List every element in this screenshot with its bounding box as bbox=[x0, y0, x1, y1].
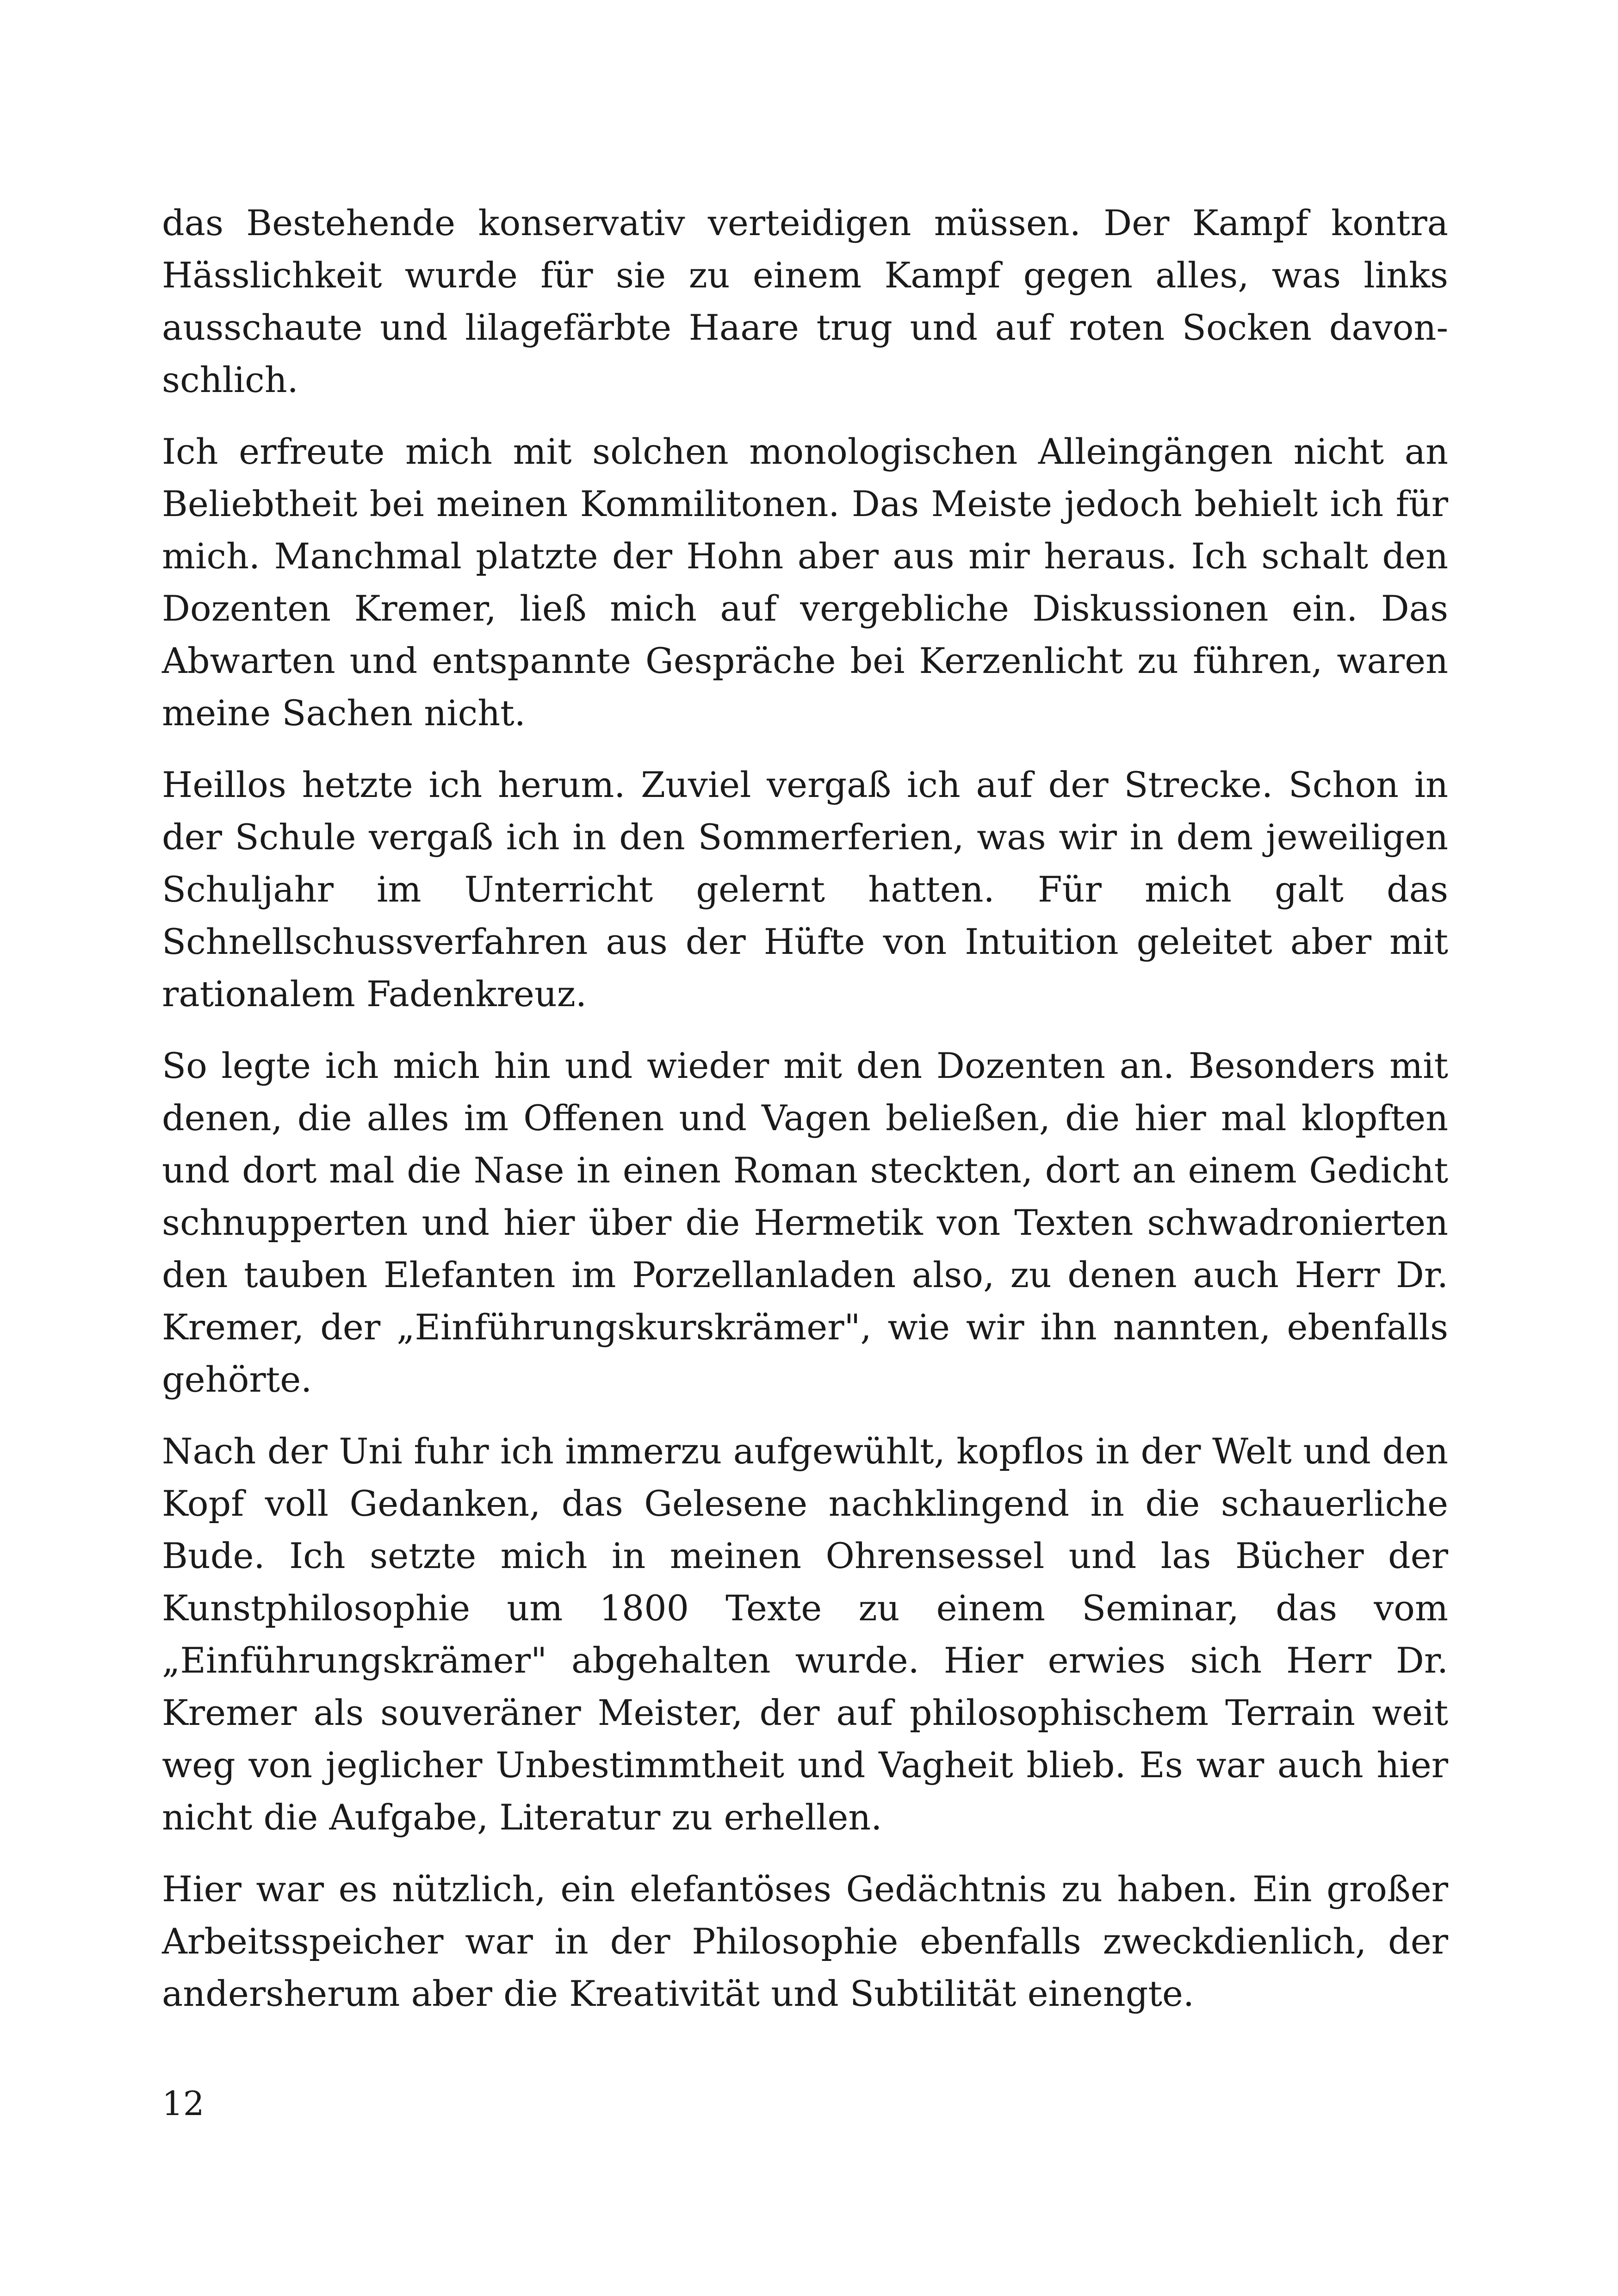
paragraph-6: Hier war es nützlich, ein elefantöses Gedächtnis zu haben. Ein großer Arbeitsspeicher war in der Philosophie ebenfalls zweckdienlich, der andersherum aber die Kreativität und Subtilität einengte. bbox=[162, 1868, 1448, 2014]
page-number: 12 bbox=[162, 2084, 205, 2123]
paragraph-4: So legte ich mich hin und wieder mit den Dozenten an. Besonders mit denen, die alles im Offenen und Vagen beließen, die hier mal klopften und dort mal die Nase in einen Roman steckten, dort an einem Gedicht schnupperten und hier über die Hermetik von Texten schwadronierten den tauben Elefanten im Porzellanladen also, zu denen auch Herr Dr. Kremer, der „Einführungskurskrämer", wie wir ihn nannten, ebenfalls gehörte. bbox=[162, 1045, 1448, 1400]
paragraph-2: Ich erfreute mich mit solchen monologischen Alleingängen nicht an Beliebtheit bei meinen Kommilitonen. Das Meiste jedoch behielt ich für mich. Manchmal platzte der Hohn aber aus mir heraus. Ich schalt den Dozenten Kremer, ließ mich auf vergebliche Diskussionen ein. Das Abwarten und entspannte Gespräche bei Kerzenlicht zu führen, waren meine Sachen nicht. bbox=[162, 431, 1448, 734]
body-text bbox=[162, 197, 1448, 2039]
paragraph-5: Nach der Uni fuhr ich immerzu aufgewühlt, kopflos in der Welt und den Kopf voll Gedanken, das Gelesene nachklingend in die schauerliche Bude. Ich setzte mich in meinen Ohrensessel und las Bücher der Kunstphilosophie um 1800 Texte zu einem Seminar, das vom „Einführungskrämer" abgehalten wurde. Hier erwies sich Herr Dr. Kremer als souveräner Meister, der auf philosophischem Terrain weit weg von jeglicher Unbestimmtheit und Vagheit blieb. Es war auch hier nicht die Aufgabe, Literatur zu erhellen. bbox=[162, 1431, 1448, 1838]
paragraph-3: Heillos hetzte ich herum. Zuviel vergaß ich auf der Strecke. Schon in der Schule vergaß ich in den Sommerferien, was wir in dem jeweiligen Schuljahr im Unterricht gelernt hatten. Für mich galt das Schnellschussverfahren aus der Hüfte von Intuition geleitet aber mit rationalem Fadenkreuz. bbox=[162, 764, 1448, 1014]
paragraph-1: das Bestehende konservativ verteidigen müssen. Der Kampf kontra Hässlichkeit wurde für sie zu einem Kampf gegen alles, was links ausschaute und lilagefärbte Haare trug und auf roten Socken davonschlich. bbox=[162, 202, 1448, 400]
